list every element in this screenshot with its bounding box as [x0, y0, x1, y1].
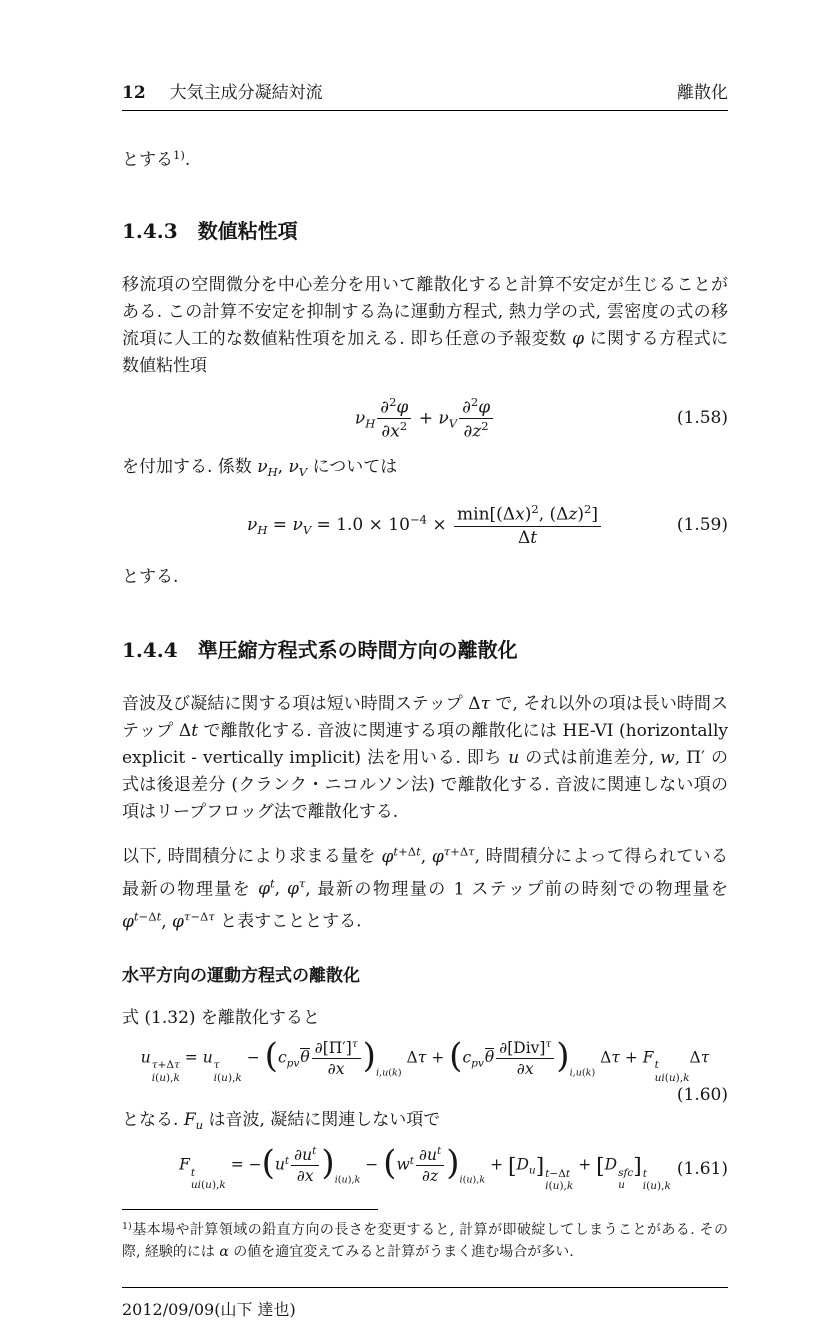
equation-1-59-tag: (1.59) — [676, 515, 728, 536]
equation-1-59-body: $\nu_H = \nu_V = 1.0 \times 10^{-4}$ × $\min[(\Delta x)^2$, $(\Delta z)^2$] Δt — [247, 502, 603, 549]
section-number: 1.4.3 — [122, 219, 178, 244]
section-title: 数値粘性項 — [197, 219, 298, 244]
equation-1-59 — [122, 494, 728, 556]
page-header — [122, 84, 728, 111]
page-number: 12 — [122, 83, 146, 103]
paragraph-fu-description: となる. $F_u$ は音波, 凝結に関連しない項で — [122, 1109, 441, 1132]
section-number: 1.4.4 — [122, 638, 178, 663]
paragraph-coefficients: を付加する. 係数 $\nu_H$, $\nu_V$ については — [122, 457, 398, 480]
paragraph-tosuru-2: とする. — [122, 567, 179, 588]
subsection-heading-horizontal-momentum: 水平方向の運動方程式の離散化 — [122, 965, 360, 986]
equation-1-61 — [122, 1143, 728, 1195]
header-section-title: 離散化 — [677, 83, 728, 103]
paragraph-discretize-eq132: 式 (1.32) を離散化すると — [122, 1007, 320, 1028]
paragraph-notation: 以下, 時間積分により求まる量を $\varphi^{t+\Delta t}$, $\varphi^{\tau+\Delta\tau}$, 時間積分によって得られている最新の物理量を $\varphi^t$, $\varphi^\tau$, 最新の物理量の 1 ステップ前の時刻での物理量を $\varphi^{t-\Delta t}$, $\varphi^{\tau-\Delta\tau}$ と表すこととする. — [122, 844, 729, 932]
section-heading-1-4-4 — [122, 638, 728, 662]
equation-1-61-body: F t ui(u),k = $-(u^t$ $\frac{\partial u^t}{\partial x}$ )$_{i(u),k} - (w^t$ $\frac{\partial u^t}{\partial z}$ )$_{i(u),k} + [D_u]$ t−Δt i(u),k + [D sfc u ] t i(u),k — [179, 1142, 671, 1193]
equation-1-58 — [122, 390, 728, 446]
chapter-title: 大気主成分凝結対流 — [169, 83, 323, 103]
page-content — [122, 0, 728, 1320]
footer-date-author: 2012/09/09(山下 達也) — [122, 1299, 296, 1319]
paragraph-numerical-viscosity: 移流項の空間微分を中心差分を用いて離散化すると計算不安定が生じることがある. この計算不安定を抑制する為に運動方程式, 熱力学の式, 雲密度の式の移流項に人工的な数値粘性項を加える. 即ち任意の予報変数 φ に関する方程式に数値粘性項 — [122, 275, 728, 377]
equation-1-58-body: $\nu_H$ $\frac{\partial^2\varphi}{\partial x^2}$ + $\nu_V$ $\frac{\partial^2\varphi}{\partial z^2}$ — [355, 395, 495, 443]
section-heading-1-4-3 — [122, 219, 728, 243]
paragraph-timesteps: 音波及び凝結に関する項は短い時間ステップ Δτ で, それ以外の項は長い時間ステップ Δt で離散化する. 音波に関連する項の離散化には HE-VI (horizontally explicit - vertically implicit) 法を用いる. 即ち u の式は前進差分, w, Π′ の式は後退差分 (クランク・ニコルソン法) で離散化する. 音波に関連しない項の項はリープフロッグ法で離散化する. — [122, 694, 729, 823]
equation-1-60 — [122, 1035, 728, 1105]
equation-1-60-body: u τ+Δτ i(u),k = u τ i(u),k − ($c_{pv}\theta$ $\frac{\partial[\Pi']^\tau}{\partial x}$ )$_{i,u(k)}$ $\Delta\tau + (c_{pv}\theta$ ∂[Div]$^\tau$ ∂x )$_{i,u(k)}$ Δτ + F t ui(u),k Δτ — [140, 1035, 710, 1085]
paragraph-tosuru-footref: とする$^{1)}$. — [122, 147, 191, 170]
equation-1-60-tag: (1.60) — [676, 1084, 728, 1105]
footer-rule — [122, 1287, 728, 1288]
header-left — [122, 84, 323, 103]
footnote-rule — [122, 1209, 378, 1210]
section-title: 準圧縮方程式系の時間方向の離散化 — [197, 638, 518, 663]
footnote-text: $^{1)}$基本場や計算領域の鉛直方向の長さを変更すると, 計算が即破綻してしまうことがある. その際, 経験的には α の値を適宜変えてみると計算がうまく進む場合が多い. — [122, 1220, 728, 1260]
equation-1-58-tag: (1.58) — [676, 408, 728, 429]
equation-1-61-tag: (1.61) — [676, 1158, 728, 1179]
